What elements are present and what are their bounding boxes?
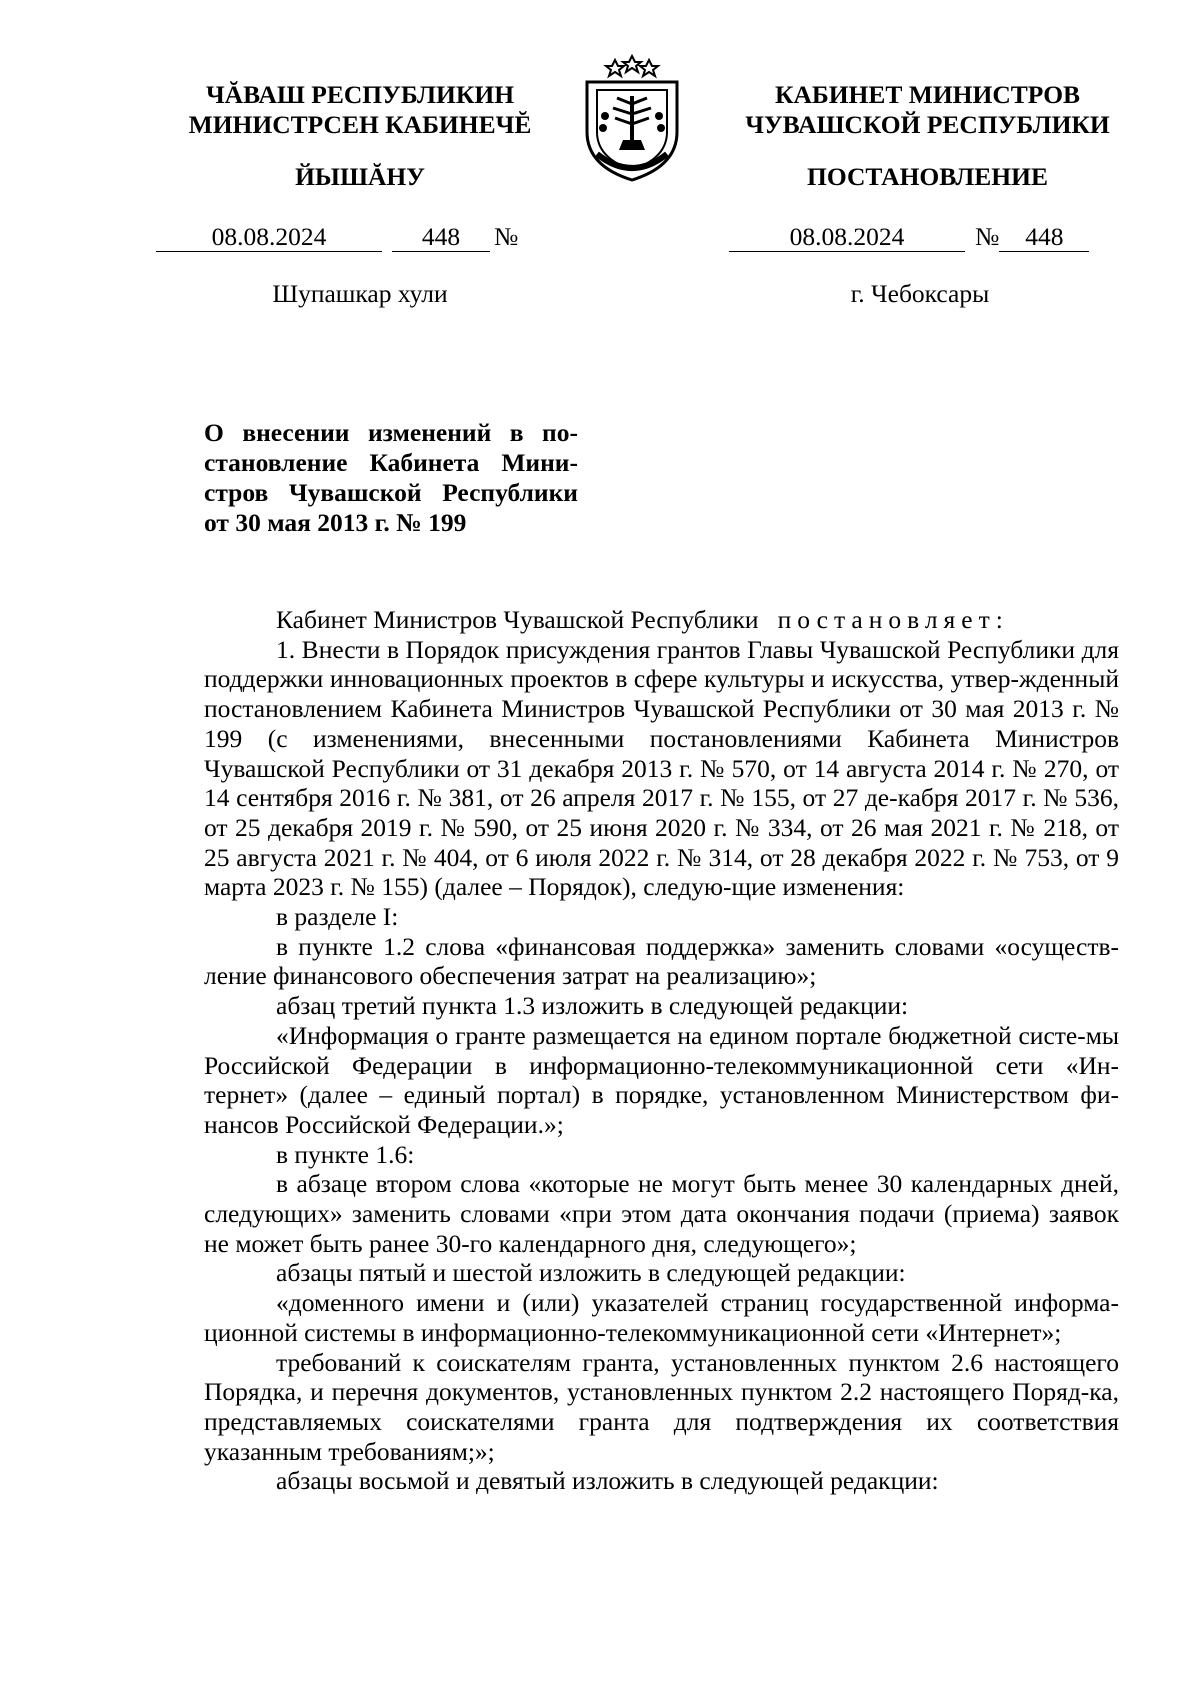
right-date-number-line xyxy=(729,222,1089,252)
body-paragraph: в разделе I: xyxy=(276,902,399,932)
body-paragraph: абзацы пятый и шестой изложить в следующей редакции: xyxy=(276,1258,906,1288)
body-paragraph: требований к соискателям гранта, установленных пунктом 2.6 настоящего Порядка, и перечня документов, установленных пунктом 2.2 настоящего Поряд-ка, представляемых соискателями гранта для подтверждения их соответствия указанным требованиям;»; xyxy=(204,1347,1119,1466)
place-right: г. Чебоксары xyxy=(850,279,990,308)
header-left-org-line1: ЧĂВАШ РЕСПУБЛИКИН xyxy=(205,80,515,109)
header-right-doc-type: ПОСТАНОВЛЕНИЕ xyxy=(807,162,1048,191)
left-date-number-line xyxy=(156,222,518,252)
body-paragraph: в пункте 1.2 слова «финансовая поддержка» заменить словами «осуществ-ление финансового обеспечения затрат на реализацию»; xyxy=(204,931,1119,991)
document-title xyxy=(204,418,578,538)
body-paragraph: в пункте 1.6: xyxy=(276,1139,415,1169)
body-paragraph: в абзаце втором слова «которые не могут быть менее 30 календарных дней, следующих» заменить словами «при этом дата окончания подачи (приема) заявок не может быть ранее 30-го календарного дня, следующего»; xyxy=(204,1169,1119,1258)
intro-paragraph xyxy=(204,605,1119,635)
place-left: Шупашкар хули xyxy=(272,279,448,308)
title-line: становление Кабинета Мини- xyxy=(204,448,578,477)
body-paragraph: 1. Внести в Порядок присуждения грантов Главы Чувашской Республики для поддержки инновационных проектов в сфере культуры и искусства, утвер-жденный постановлением Кабинета Министров Чувашской Республики от 30 мая 2013 г. № 199 (с изменениями, внесенными постановлениями Кабинета Министров Чувашской Республики от 31 декабря 2013 г. № 570, от 14 августа 2014 г. № 270, от 14 сентября 2016 г. № 381, от 26 апреля 2017 г. № 155, от 27 де-кабря 2017 г. № 536, от 25 декабря 2019 г. № 590, от 25 июня 2020 г. № 334, от 26 мая 2021 г. № 218, от 25 августа 2021 г. № 404, от 6 июля 2022 г. № 314, от 28 декабря 2022 г. № 753, от 9 марта 2023 г. № 155) (далее – Порядок), следую-щие изменения: xyxy=(204,634,1119,902)
document-body xyxy=(204,605,1119,1496)
left-date: 08.08.2024 xyxy=(156,223,382,252)
title-line: стров Чувашской Республики xyxy=(204,478,578,507)
body-paragraph: «Информация о гранте размещается на едином портале бюджетной систе-мы Российской Федерации в информационно-телекоммуникационной сети «Ин-тернет» (далее – единый портал) в порядке, установленном Министерством фи-нансов Российской Федерации.»; xyxy=(204,1020,1119,1139)
header-right-org-line2: ЧУВАШСКОЙ РЕСПУБЛИКИ xyxy=(745,110,1110,139)
title-line: от 30 мая 2013 г. № 199 xyxy=(204,508,467,537)
right-number-sign: № xyxy=(975,222,1000,251)
header-right-org xyxy=(715,80,1140,140)
intro-text: Кабинет Министров Чувашской Республики xyxy=(276,605,759,634)
header-left-doc-type: ЙЫШĂНУ xyxy=(295,162,425,191)
title-line: О внесении изменений в по- xyxy=(204,418,578,447)
right-number: 448 xyxy=(999,223,1089,252)
header-left-org-line2: МИНИСТРСЕН КАБИНЕЧĔ xyxy=(188,110,532,139)
left-number-sign: № xyxy=(494,222,519,251)
intro-verb: постановляет: xyxy=(777,605,1009,634)
chuvash-coat-of-arms-icon xyxy=(567,54,697,184)
header-left-org xyxy=(160,80,560,140)
body-paragraph: абзац третий пункта 1.3 изложить в следующей редакции: xyxy=(276,991,909,1021)
header-right-org-line1: КАБИНЕТ МИНИСТРОВ xyxy=(774,80,1081,109)
body-paragraph: «доменного имени и (или) указателей страниц государственной информа-ционной системы в информационно-телекоммуникационной сети «Интернет»; xyxy=(204,1288,1119,1347)
right-date: 08.08.2024 xyxy=(729,223,965,252)
left-number: 448 xyxy=(392,223,490,252)
body-paragraph: абзацы восьмой и девятый изложить в следующей редакции: xyxy=(276,1466,939,1496)
